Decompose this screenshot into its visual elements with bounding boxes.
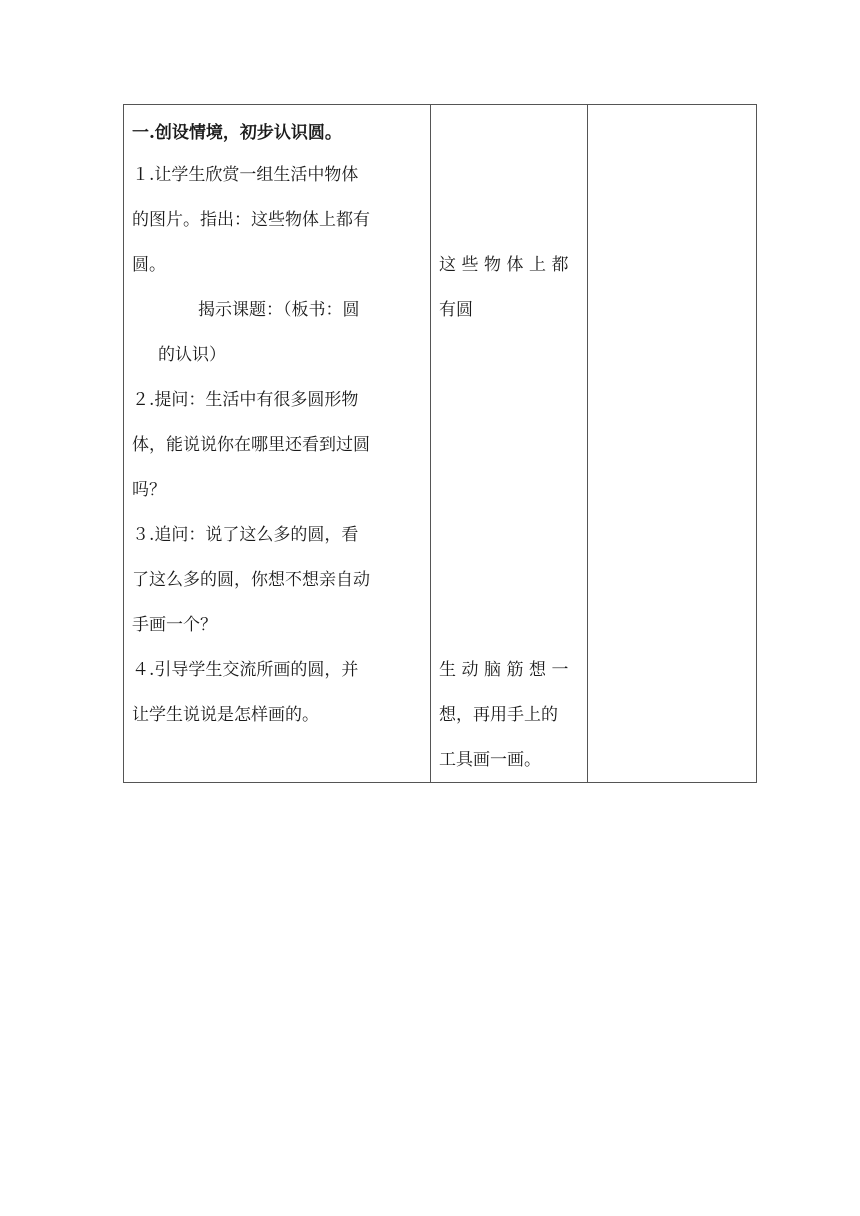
item3-line3: 手画一个？	[132, 615, 217, 635]
item3-line2: 了这么多的圆，你想不想亲自动	[132, 570, 370, 590]
notes-cell	[588, 105, 757, 783]
section-heading: 一.创设情境，初步认识圆。	[132, 123, 342, 143]
student-response1-line2: 有圆	[439, 300, 473, 320]
teaching-process-cell	[124, 105, 431, 783]
lesson-plan-table	[123, 104, 757, 783]
table-row	[124, 105, 757, 783]
item2-line1: ２.提问：生活中有很多圆形物	[132, 390, 359, 410]
item1-line2: 的图片。指出：这些物体上都有	[132, 210, 370, 230]
student-activity-cell	[431, 105, 588, 783]
item4-line1: ４.引导学生交流所画的圆，并	[132, 660, 359, 680]
item2-line3: 吗？	[132, 480, 166, 500]
item1-line1: １.让学生欣赏一组生活中物体	[132, 165, 359, 185]
student-response2-line2: 想，再用手上的	[439, 705, 558, 725]
student-response1-line1: 这些物体上都	[439, 255, 574, 275]
student-response2-line1: 生动脑筋想一	[439, 660, 574, 680]
reveal-topic-line1: 揭示课题：（板书：圆	[198, 300, 360, 320]
reveal-topic-line2: 的认识）	[158, 345, 226, 365]
item4-line2: 让学生说说是怎样画的。	[132, 705, 319, 725]
item1-line3: 圆。	[132, 255, 166, 275]
student-response2-line3: 工具画一画。	[439, 750, 541, 770]
item3-line1: ３.追问：说了这么多的圆，看	[132, 525, 359, 545]
item2-line2: 体，能说说你在哪里还看到过圆	[132, 435, 370, 455]
